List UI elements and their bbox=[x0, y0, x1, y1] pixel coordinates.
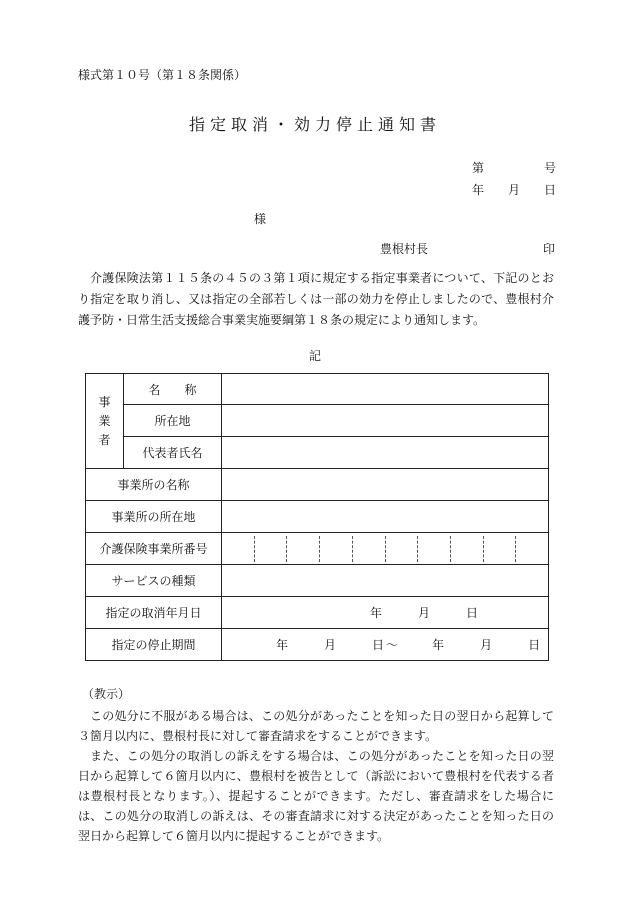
table-row bbox=[86, 501, 549, 533]
office-address-value[interactable] bbox=[222, 501, 549, 533]
addressee-suffix: 様 bbox=[254, 212, 267, 226]
notice-table bbox=[85, 373, 549, 661]
date-day: 日 bbox=[543, 183, 556, 197]
row-label-office-name: 事業所の名称 bbox=[86, 469, 222, 501]
start-day: 日 bbox=[372, 638, 385, 652]
notice-heading: （教示） bbox=[82, 687, 131, 701]
table-row bbox=[86, 597, 549, 629]
row-label-revocation-date: 指定の取消年月日 bbox=[86, 597, 222, 629]
insurance-number-value[interactable] bbox=[222, 533, 549, 565]
date-year: 年 bbox=[472, 183, 485, 197]
document-number bbox=[472, 159, 556, 176]
name-value[interactable] bbox=[222, 374, 549, 405]
issuer-name: 豊根村長 bbox=[380, 242, 429, 256]
row-label-suspension-period: 指定の停止期間 bbox=[86, 629, 222, 661]
start-year: 年 bbox=[276, 638, 289, 652]
notice-paragraph-2: また、この処分の取消しの訴えをする場合は、この処分があったことを知った日の翌日から起算して６箇月以内に、豊根村を被告として（訴訟において豊根村を代表する者は豊根村長となります。）、提起することができます。ただし、審査請求をした場合には、この処分の取消しの訴えは、その審査請求に対する決定があったことを知った日の翌日から起算して６箇月以内に提起することができます。 bbox=[78, 749, 554, 843]
operator-group-char: 業 bbox=[98, 413, 111, 428]
end-day: 日 bbox=[528, 638, 541, 652]
table-row bbox=[86, 565, 549, 597]
table-row bbox=[86, 629, 549, 661]
revocation-date-fields bbox=[222, 597, 548, 628]
row-label-representative: 代表者氏名 bbox=[124, 437, 222, 469]
table-row bbox=[86, 437, 549, 469]
row-label-name: 名 称 bbox=[124, 374, 222, 405]
table-row bbox=[86, 469, 549, 501]
row-label-insurance-number: 介護保険事業所番号 bbox=[86, 533, 222, 565]
office-name-value[interactable] bbox=[222, 469, 549, 501]
row-label-office-address: 事業所の所在地 bbox=[86, 501, 222, 533]
end-month: 月 bbox=[480, 638, 493, 652]
revocation-date-value[interactable] bbox=[222, 597, 549, 629]
ki-heading: 記 bbox=[308, 349, 321, 363]
notice-text bbox=[78, 706, 554, 846]
notice-paragraph-1: この処分に不服がある場合は、この処分があったことを知った日の翌日から起算して３箇月以内に、豊根村長に対して審査請求をすることができます。 bbox=[78, 709, 554, 743]
number-suffix: 号 bbox=[543, 161, 556, 175]
operator-group-text bbox=[86, 393, 123, 450]
form-number: 様式第１０号（第１８条関係） bbox=[78, 68, 247, 82]
date-month: 月 bbox=[507, 183, 520, 197]
number-prefix: 第 bbox=[472, 161, 485, 175]
address-value[interactable] bbox=[222, 405, 549, 437]
service-type-value[interactable] bbox=[222, 565, 549, 597]
start-month: 月 bbox=[324, 638, 337, 652]
operator-group-char: 事 bbox=[98, 394, 111, 409]
end-year: 年 bbox=[432, 638, 445, 652]
table-row bbox=[86, 374, 549, 405]
body-text: 介護保険法第１１５条の４５の３第１項に規定する指定事業者について、下記のとおり指定を取り消し、又は指定の全部若しくは一部の効力を停止しましたので、豊根村介護予防・日常生活支援総合事業実施要綱第１８条の規定により通知します。 bbox=[78, 271, 554, 327]
operator-group-char: 者 bbox=[98, 432, 111, 447]
revocation-month: 月 bbox=[418, 606, 431, 620]
seal-mark: 印 bbox=[543, 242, 556, 256]
suspension-period-value[interactable] bbox=[222, 629, 549, 661]
period-separator: ～ bbox=[386, 638, 399, 652]
row-label-address: 所在地 bbox=[124, 405, 222, 437]
revocation-year: 年 bbox=[370, 606, 383, 620]
row-label-service-type: サービスの種類 bbox=[86, 565, 222, 597]
digit-boxes bbox=[222, 533, 548, 564]
revocation-day: 日 bbox=[466, 606, 479, 620]
document-title: 指定取消・効力停止通知書 bbox=[188, 115, 441, 134]
table-row bbox=[86, 405, 549, 437]
representative-value[interactable] bbox=[222, 437, 549, 469]
operator-group-label bbox=[86, 374, 124, 469]
document-date bbox=[472, 181, 556, 198]
suspension-period-fields bbox=[222, 629, 548, 660]
table-row bbox=[86, 533, 549, 565]
